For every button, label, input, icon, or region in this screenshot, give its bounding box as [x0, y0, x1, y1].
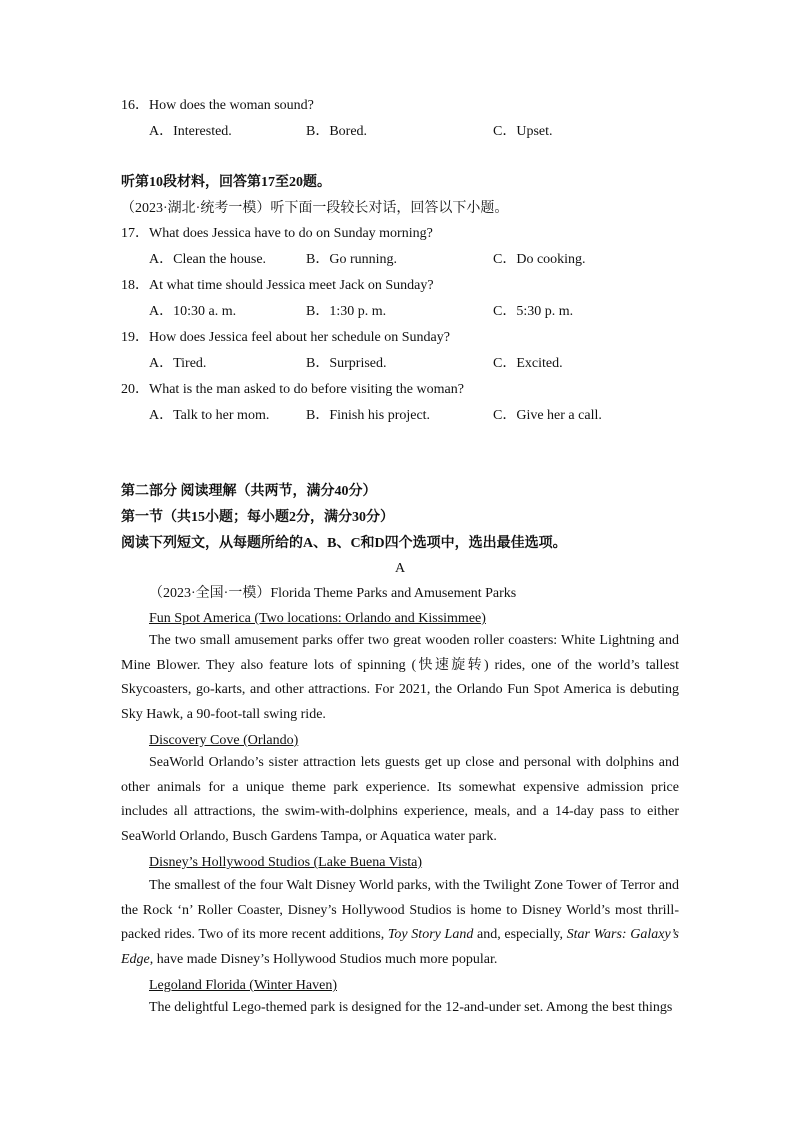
discovery-cove-heading: Discovery Cove (Orlando) — [149, 733, 299, 748]
section-1-heading: 第一节（共15小题；每小题2分，满分30分） — [121, 510, 394, 525]
question-17-option-a: A．Clean the house. — [149, 252, 267, 267]
question-18-option-c: C．5:30 p. m. — [493, 304, 574, 319]
question-19-option-a: A．Tired. — [149, 356, 207, 371]
question-19-option-c: C．Excited. — [493, 356, 563, 371]
hollywood-studios-text-2: and, especially, — [473, 927, 567, 943]
hollywood-studios-paragraph — [121, 874, 679, 972]
fun-spot-heading: Fun Spot America (Two locations: Orlando and Kissimmee) — [149, 611, 486, 626]
question-20-option-c: C．Give her a call. — [493, 408, 602, 423]
question-16-option-a: A．Interested. — [149, 124, 232, 139]
question-20-option-a: A．Talk to her mom. — [149, 408, 270, 423]
question-19-stem: 19．How does Jessica feel about her schedule on Sunday? — [121, 330, 450, 345]
hollywood-studios-text-3: , have made Disney’s Hollywood Studios much more popular. — [149, 951, 498, 967]
passage-letter: A — [394, 561, 406, 576]
fun-spot-paragraph — [121, 629, 679, 727]
star-wars-title: Star Wars: Galaxy’s Edge — [121, 927, 680, 967]
question-16-stem: 16．How does the woman sound? — [121, 98, 314, 113]
discovery-cove-paragraph — [121, 751, 679, 849]
toy-story-land-title: Toy Story Land — [387, 927, 474, 943]
legoland-text: The delightful Lego-themed park is designed for the 12-and-under set. Among the best things — [149, 1000, 673, 1015]
question-18-stem: 18．At what time should Jessica meet Jack on Sunday? — [121, 278, 434, 293]
question-16-option-c: C．Upset. — [493, 124, 553, 139]
passage-title: （2023·全国·一模）Florida Theme Parks and Amusement Parks — [149, 586, 517, 601]
question-17-option-b: B．Go running. — [306, 252, 397, 267]
part-2-heading: 第二部分 阅读理解（共两节，满分40分） — [121, 484, 377, 499]
hollywood-studios-heading: Disney’s Hollywood Studios (Lake Buena Vista) — [149, 855, 423, 870]
discovery-cove-text: SeaWorld Orlando’s sister attraction lets guests get up close and personal with dolphins and other animals for a unique theme park experience. Its somewhat expensive admission price includes all attractions, the swim-with-dolphins experience, meals, and a 14-day pass to either SeaWorld Orlando, Busch Gardens Tampa, or Aquatica water park. — [121, 755, 679, 844]
question-20-stem: 20．What is the man asked to do before visiting the woman? — [121, 382, 464, 397]
hollywood-studios-text-1: The smallest of the four Walt Disney World parks, with the Twilight Zone Tower of Terror and the Rock ‘n’ Roller Coaster, Disney’s Hollywood Studios is home to Disney World’s most thrill-packed rides. Two of its more recent additions, — [121, 878, 679, 943]
question-18-option-b: B．1:30 p. m. — [306, 304, 387, 319]
question-19-option-b: B．Surprised. — [306, 356, 387, 371]
question-17-stem: 17．What does Jessica have to do on Sunday morning? — [121, 226, 433, 241]
section-10-heading: 听第10段材料，回答第17至20题。 — [121, 175, 331, 190]
question-20-option-b: B．Finish his project. — [306, 408, 431, 423]
question-16-option-b: B．Bored. — [306, 124, 368, 139]
legoland-paragraph — [121, 996, 679, 1021]
question-18-option-a: A．10:30 a. m. — [149, 304, 237, 319]
legoland-heading: Legoland Florida (Winter Haven) — [149, 978, 337, 993]
question-17-option-c: C．Do cooking. — [493, 252, 586, 267]
section-10-source: （2023·湖北·统考一模）听下面一段较长对话，回答以下小题。 — [121, 201, 509, 216]
fun-spot-text: The two small amusement parks offer two great wooden roller coasters: White Lightning and Mine Blower. They also feature lots of spinning (快速旋转) rides, one of the world’s tallest Skycoasters, go-karts, and other attractions. For 2021, the Orlando Fun Spot America is debuting Sky Hawk, a 90-foot-tall swing ride. — [121, 633, 679, 722]
reading-instruction: 阅读下列短文，从每题所给的A、B、C和D四个选项中，选出最佳选项。 — [121, 536, 567, 551]
